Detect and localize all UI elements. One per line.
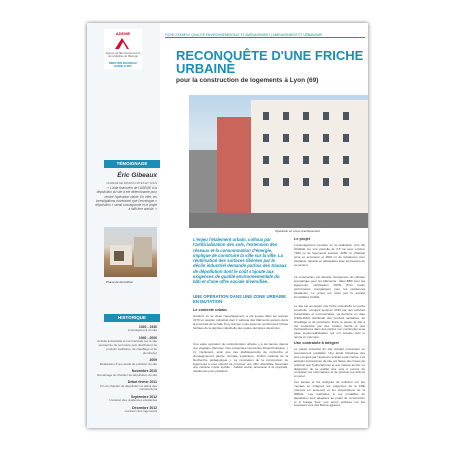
photo-opening [114,251,124,261]
right-para-1: L'aménagement consiste en la réalisation d'un îlot d'habitat sur une parcelle de 0,5 ha avec environ 7300 m² de logements sociaux, 2050 m² d'habitat privé en accession et 4600 m² de résidences pour étudiants, répartis en adéquation avec les besoins de ce secteur. [294,243,365,267]
left-para-2: Une vaste opération de restructuration urbaine y a été lancée depuis une vingtaine d'années. Des entreprises innovantes (biotechnologies...) s'y implantent, ainsi que des établissements de recherche et d'enseignement (Ecole normale supérieure, Institut national de la Recherche pédagogique...). La rénovation de la construction de logements a pour objectif de proposer une offre diversifiée favorisant une certaine mixité sociale : habitat social, accession à la propriété, résidences pour étudiants... [193,342,288,374]
timeline-desc: Réalisation d'une étude de pollution du site [99,361,157,366]
timeline-desc: Démarrage du chantier de dépollution du site [97,372,157,377]
right-para-2: La construction est assortie d'exigences de sobriété énergétique pour les bâtiments : label BBC pour les logements, certification THPE (Très haute performance énergétique) pour les résidences étudiantes. Le projet est porté par la société immobilière ICADE. [294,275,365,299]
timeline-item [93,325,157,333]
timeline-item [93,369,157,377]
timeline-date: Décembre 2012 [132,406,157,411]
timeline-item [93,336,157,355]
page-subtitle: pour la construction de logements à Lyon (69) [176,77,319,84]
window [263,112,269,120]
window [303,112,309,120]
intro-text: L'enjeu l'étalement urbain, colloux par l'artificialisation des sols, l'extension des réseaux et la consommation d'énergie, implique de construire la ville sur la ville. La réutilisation des surfaces libérées par le déclin industriel demande parfois des travaux de dépollution dont le coût s'ajoute aux exigences de qualité environnementale du bâti et d'une offre sociale diversifiée. [193,237,287,285]
window [283,178,289,186]
right-heading-constraint: Une contrainte à intégrer [294,341,339,345]
window [323,178,329,186]
section-title: UNE OPÉRATION DANS UNE ZONE URBAINE EN MUTATION [193,294,287,304]
window [263,156,269,164]
logo-brand: ADEME [115,31,131,36]
testimony-name: Éric Gibeaux [117,172,157,179]
photo-red-building [217,117,253,218]
window [343,178,349,186]
right-para-3: Le site est au départ une friche industrielle en partie construite, occupée jusqu'en 2010 par des activités industrielles et commerciales. La dernière en date (1960-2010) distribuait des produits sanitaires, de chauffage et de plomberie. Dans le passé, le site a été contaminé par des métaux lourds et des hydrocarbures dans des parties non construites sous toute imperméabilisation qui ont ensuite subi le temps en mémoire. [294,304,365,340]
demolition-photo [104,227,157,277]
header-rule [165,37,365,38]
right-para-5: Les études et les analyses de pollution ont été menées en intégrant les exigences de la FDE (rampes en sous-sol) et les prescriptions de la DREAL. Les méthodes et les modalités de dépollution sont adaptées au projet de construction et à l'usage futur. Les terres polluées ont été évacuées vers des filières agréées. [294,380,365,408]
right-para-4: Le passé industriel du site révélait nécessaire un recensement préalable. Une étude historique des sols occupés par l'ancienne activité a été menée. Les activités successives du site ont laissé des traces de pollution aux hydrocarbures et aux métaux lourds. Le diagnostic de la qualité des sols a permis de compléter les informations et de préciser les actions à mener. [294,347,365,379]
window [343,112,349,120]
window [263,178,269,186]
timeline-date: 2009 [149,358,157,363]
timeline-item [93,395,157,403]
header-bar [165,33,365,37]
timeline-item [93,380,157,392]
timeline-date: Début février 2011 [127,380,157,385]
timeline-desc: Livraison des résidences étudiantes [109,398,157,403]
ademe-logo [104,29,142,69]
timeline-desc: Aménagement du site [127,328,157,333]
page-title: RECONQUÊTE D'UNE FRICHE URBAINE [176,48,364,76]
demolition-photo-caption: Phase de démolition [106,280,134,284]
window [303,178,309,186]
building-photo [189,95,368,228]
photo-ground [189,213,368,228]
right-heading-project: Le projet [294,237,311,241]
timeline-date: Septembre 2012 [130,395,157,400]
window [323,156,329,164]
timeline-item [93,406,157,414]
document-page [87,23,368,428]
testimony-text: « L'aide financière de l'ADEME à la dépollution du site a été déterminante pour rendre l'opération viable. En effet, les investigations montraient que l'enveloppe « dépollution » serait conséquente et le projet a failli être annulé. » [95,186,157,212]
testimony-role: CHARGÉ DE MISSION SITES ET SOLS [106,181,157,185]
timeline-item [93,358,157,366]
window [283,112,289,120]
window [323,134,329,142]
timeline-date: Novembre 2010 [131,369,157,374]
sidebar [87,23,160,428]
window [323,112,329,120]
timeline-desc: Activité industrielle et commerciale sur le site (entreprise de serrurerie puis distributeur de produits sanitaires, de chauffage et de plomberie) [97,339,157,355]
timeline-date: 1940 - 2000 [138,336,157,340]
window [343,134,349,142]
history-timeline [93,325,157,417]
logo-region: DIRECTION RÉGIONALE RHÔNE-ALPES [108,62,138,68]
window [263,134,269,142]
header-top-line: FICHE EXEMPLE QUALITÉ ENVIRONNEMENTALE ET AMÉNAGEMENT | AMÉNAGEMENT ET URBANISME [165,33,323,37]
photo-white-building [251,100,368,218]
history-label: HISTORIQUE [104,314,160,322]
testimony-label: TÉMOIGNAGE [104,160,160,168]
photo-grey-building [189,150,219,218]
window [303,134,309,142]
timeline-date: 1920 - 1940 [138,325,157,329]
timeline-desc: Livraison des logements [124,409,157,414]
window [283,156,289,164]
timeline-desc: Fin du chantier de dépollution et début des constructions [100,383,157,392]
left-heading-context: Le contexte urbain [193,308,227,312]
building-photo-caption: Opération en cours d'achèvement [275,229,320,233]
left-para-1: Gerland, vu se situer l'aménagement, a été jusque dans les années 1970 un quartier industriel dont il subsiste des bâtiments anciens dans la proximité de la halle Tony Garnier, mais aussi de nombreuses friches héritées de la déprise industrielle des quatre dernières décennies. [193,314,288,330]
window [343,156,349,164]
logo-agency: Agence de l'Environnement et de la Maîtrise de l'Énergie [105,52,141,59]
photo-building [134,237,152,267]
window [283,134,289,142]
window [303,156,309,164]
